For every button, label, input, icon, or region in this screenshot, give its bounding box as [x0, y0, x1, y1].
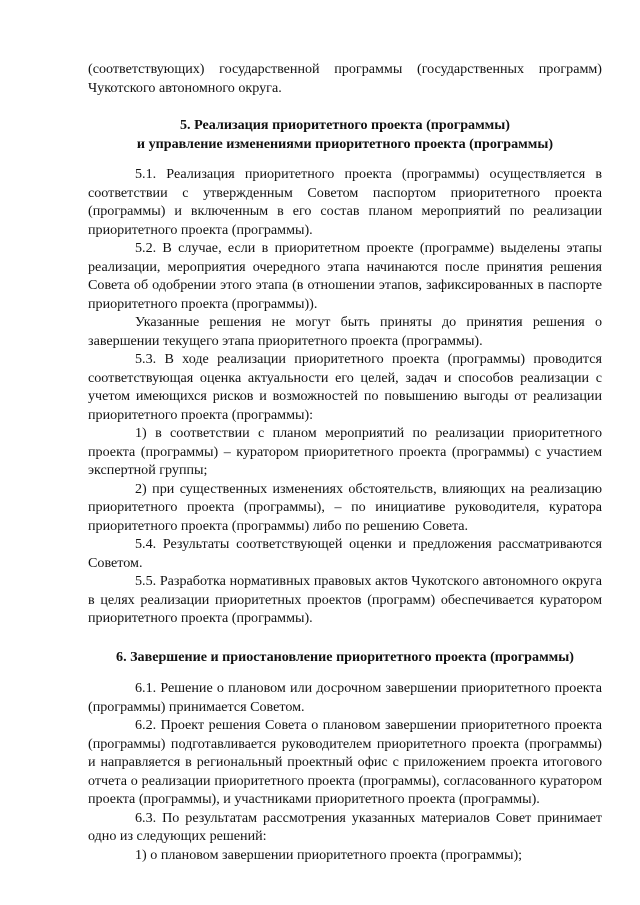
paragraph-5-2: 5.2. В случае, если в приоритетном проекте (программе) выделены этапы реализации, мероприятия очередного этапа начинаются после принятия решения Совета об одобрении этого этапа (в отношении этапов, зафиксированных в паспорте приоритетного проекта (программы)). [88, 240, 602, 312]
paragraph-5-5: 5.5. Разработка нормативных правовых актов Чукотского автономного округа в целях реализации приоритетных проектов (программ) обеспечивается куратором приоритетного проекта (программы). [88, 573, 602, 626]
paragraph-5-3-item-2: 2) при существенных изменениях обстоятельств, влияющих на реализацию приоритетного проекта (программы), – по инициативе руководителя, куратора приоритетного проекта (программы) либо по решению Совета. [88, 480, 602, 534]
paragraph-5-3-item-1: 1) в соответствии с планом мероприятий по реализации приоритетного проекта (программы) – куратором приоритетного проекта (программы) с участием экспертной группы; [88, 425, 602, 478]
paragraph-5-2-note: Указанные решения не могут быть приняты до принятия решения о завершении текущего этапа приоритетного проекта (программы). [88, 314, 602, 349]
paragraph-5-4: 5.4. Результаты соответствующей оценки и предложения рассматриваются Советом. [88, 536, 602, 571]
section-5-heading-line-2: и управление изменениями приоритетного проекта (программы) [136, 135, 554, 152]
paragraph-5-1: 5.1. Реализация приоритетного проекта (программы) осуществляется в соответствии с утвержденным Советом паспортом приоритетного проекта (программы) и включенным в его состав планом мероприятий по реализации приоритетного проекта (программы). [88, 166, 602, 238]
section-5-heading [88, 116, 602, 153]
paragraph-6-2: 6.2. Проект решения Совета о плановом завершении приоритетного проекта (программы) подготавливается руководителем приоритетного проекта (программы) и направляется в региональный проектный офис с приложением проекта итогового отчета о реализации приоритетного проекта (программы), согласованного куратором проекта (программы), и участниками приоритетного проекта (программы). [88, 717, 602, 807]
paragraph-5-3: 5.3. В ходе реализации приоритетного проекта (программы) проводится соответствующая оценка актуальности его целей, задач и способов реализации с учетом имеющихся рисков и возможностей по повышению выгоды от реализации приоритетного проекта (программы): [88, 351, 602, 423]
paragraph-6-3-item-1: 1) о плановом завершении приоритетного проекта (программы); [135, 846, 523, 863]
section-5-heading-line-1: 5. Реализация приоритетного проекта (программы) [180, 117, 510, 133]
paragraph-6-1: 6.1. Решение о плановом или досрочном завершении приоритетного проекта (программы) принимается Советом. [88, 680, 602, 715]
intro-line-1: (соответствующих) государственной программы (государственных программ) [88, 61, 602, 77]
paragraph-6-3: 6.3. По результатам рассмотрения указанных материалов Совет принимает одно из следующих решений: [88, 809, 602, 844]
document-page [88, 60, 602, 864]
intro-line-2: Чукотского автономного округа. [88, 79, 282, 96]
section-6-heading: 6. Завершение и приостановление приоритетного проекта (программы) [116, 648, 574, 665]
